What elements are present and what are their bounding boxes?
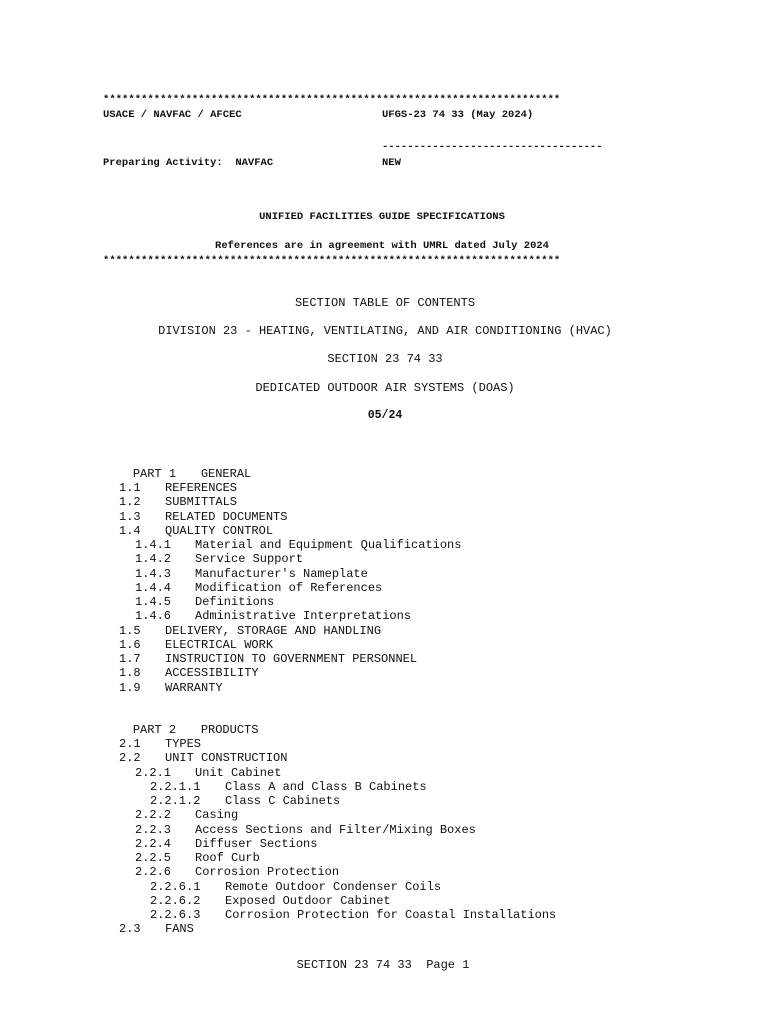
toc-entry-label: Unit Cabinet <box>195 765 282 780</box>
toc-entry[interactable] <box>150 780 427 794</box>
toc-entry-number: 1.4.6 <box>135 609 172 624</box>
toc-entry-number: 2.2.4 <box>135 836 172 851</box>
toc-entry[interactable] <box>135 552 303 566</box>
toc-entry[interactable] <box>119 922 194 936</box>
toc-entry-number: 2.2.1 <box>135 765 172 780</box>
toc-entry-label: Corrosion Protection <box>195 865 340 880</box>
umrl-note: References are in agreement with UMRL dated July 2024 <box>215 240 549 252</box>
toc-entry-number: 1.4.3 <box>135 566 172 581</box>
toc-entry-label: SUBMITTALS <box>165 495 238 510</box>
toc-entry-label: Manufacturer's Nameplate <box>195 566 368 581</box>
toc-entry-label: REFERENCES <box>165 481 238 495</box>
toc-entry[interactable] <box>119 481 237 495</box>
toc-entry-label: WARRANTY <box>165 680 223 695</box>
toc-entry-number: 1.4.5 <box>135 595 172 609</box>
toc-entry-number: 2.3 <box>119 922 141 937</box>
toc-entry-number: 2.2.3 <box>135 822 172 837</box>
toc-entry-number: 1.4.1 <box>135 538 172 552</box>
part-number: PART 1 <box>132 467 177 482</box>
toc-entry-label: Casing <box>195 808 239 823</box>
toc-entry-number: 1.1 <box>119 481 141 495</box>
toc-entry-number: 2.2.6.2 <box>150 893 201 908</box>
toc-entry[interactable] <box>135 865 339 879</box>
part-number: PART 2 <box>132 723 177 738</box>
toc-entry[interactable] <box>119 524 273 538</box>
toc-entry[interactable] <box>150 894 391 908</box>
toc-entry-number: 2.2.2 <box>135 808 172 823</box>
toc-entry-number: 2.2.1.1 <box>150 779 201 794</box>
dash-rule: ----------------------------------- <box>382 141 603 153</box>
toc-entry[interactable] <box>135 538 461 552</box>
toc-entry-label: Access Sections and Filter/Mixing Boxes <box>195 822 476 837</box>
asterisk-rule-top: ************************************************************************ <box>103 94 561 106</box>
toc-entry[interactable] <box>135 808 238 822</box>
part-label: GENERAL <box>200 467 252 482</box>
toc-entry[interactable] <box>119 638 273 652</box>
toc-entry-number: 1.7 <box>119 652 141 666</box>
page-footer: SECTION 23 74 33 Page 1 <box>296 958 470 972</box>
toc-entry-label: Modification of References <box>195 580 383 595</box>
status-label: NEW <box>382 157 401 169</box>
toc-entry[interactable] <box>119 652 417 666</box>
toc-entry[interactable] <box>119 751 287 765</box>
toc-heading: SECTION TABLE OF CONTENTS <box>294 296 476 310</box>
toc-entry[interactable] <box>150 794 340 808</box>
toc-entry-number: 1.4.4 <box>135 580 172 595</box>
section-heading: SECTION 23 74 33 <box>327 352 443 366</box>
toc-entry-label: Definitions <box>195 595 275 609</box>
toc-entry-label: Corrosion Protection for Coastal Installations <box>225 908 557 922</box>
toc-entry-label: Roof Curb <box>195 851 260 865</box>
toc-entry-label: Service Support <box>195 552 304 567</box>
guide-title: UNIFIED FACILITIES GUIDE SPECIFICATIONS <box>259 211 505 223</box>
toc-entry-label: Administrative Interpretations <box>195 609 412 624</box>
toc-entry[interactable] <box>119 681 223 695</box>
toc-entry-number: 1.3 <box>119 509 141 524</box>
toc-entry-number: 2.1 <box>119 737 141 751</box>
toc-entry[interactable] <box>135 581 382 595</box>
toc-entry-label: INSTRUCTION TO GOVERNMENT PERSONNEL <box>165 652 418 666</box>
toc-entry-number: 1.6 <box>119 637 141 652</box>
toc-entry-number: 2.2.6.1 <box>150 879 201 894</box>
toc-entry-number: 2.2 <box>119 751 141 766</box>
section-name: DEDICATED OUTDOOR AIR SYSTEMS (DOAS) <box>255 381 515 395</box>
organization-label: USACE / NAVFAC / AFCEC <box>103 109 242 121</box>
toc-entry[interactable] <box>135 851 260 865</box>
toc-entry[interactable] <box>135 595 274 609</box>
toc-entry[interactable] <box>135 823 476 837</box>
toc-entry-label: QUALITY CONTROL <box>165 523 274 538</box>
toc-entry-label: ACCESSIBILITY <box>165 666 259 681</box>
toc-entry-label: RELATED DOCUMENTS <box>165 509 288 524</box>
toc-entry[interactable] <box>150 908 556 922</box>
toc-entry[interactable] <box>135 567 368 581</box>
toc-entry-label: Class A and Class B Cabinets <box>225 779 427 794</box>
toc-entry-label: Exposed Outdoor Cabinet <box>225 893 391 908</box>
toc-entry-number: 1.4.2 <box>135 552 172 567</box>
toc-entry[interactable] <box>119 495 237 509</box>
toc-entry[interactable] <box>119 624 381 638</box>
toc-entry[interactable] <box>135 609 411 623</box>
toc-entry[interactable] <box>150 880 441 894</box>
toc-entry[interactable] <box>119 737 201 751</box>
spec-identifier: UFGS-23 74 33 (May 2024) <box>382 109 534 121</box>
toc-entry-label: ELECTRICAL WORK <box>165 637 274 652</box>
toc-entry-number: 2.2.5 <box>135 851 172 865</box>
toc-entry-number: 2.2.1.2 <box>150 794 201 808</box>
toc-entry-label: Class C Cabinets <box>225 794 341 808</box>
toc-entry[interactable] <box>135 766 281 780</box>
toc-entry-number: 1.5 <box>119 623 141 638</box>
toc-entry[interactable] <box>135 837 317 851</box>
toc-entry-label: TYPES <box>165 737 202 751</box>
toc-entry-label: Diffuser Sections <box>195 836 318 851</box>
date-code: 05/24 <box>367 409 403 422</box>
toc-entry-label: UNIT CONSTRUCTION <box>165 751 288 766</box>
division-heading: DIVISION 23 - HEATING, VENTILATING, AND AIR CONDITIONING (HVAC) <box>158 324 612 338</box>
toc-entry-number: 1.9 <box>119 680 141 695</box>
asterisk-rule-bottom: ************************************************************************ <box>103 255 561 267</box>
toc-entry-label: FANS <box>165 922 194 937</box>
toc-entry-number: 2.2.6 <box>135 865 172 880</box>
toc-entry-label: DELIVERY, STORAGE AND HANDLING <box>165 623 382 638</box>
toc-entry-label: Material and Equipment Qualifications <box>195 538 462 552</box>
toc-entry[interactable] <box>119 510 287 524</box>
part-label: PRODUCTS <box>200 723 259 738</box>
toc-entry-number: 1.8 <box>119 666 141 681</box>
toc-entry-number: 1.2 <box>119 495 141 510</box>
toc-entry-number: 1.4 <box>119 523 141 538</box>
preparing-activity: Preparing Activity: NAVFAC <box>103 157 274 169</box>
toc-entry-number: 2.2.6.3 <box>150 908 201 922</box>
toc-entry[interactable] <box>119 666 259 680</box>
toc-entry-label: Remote Outdoor Condenser Coils <box>225 879 442 894</box>
